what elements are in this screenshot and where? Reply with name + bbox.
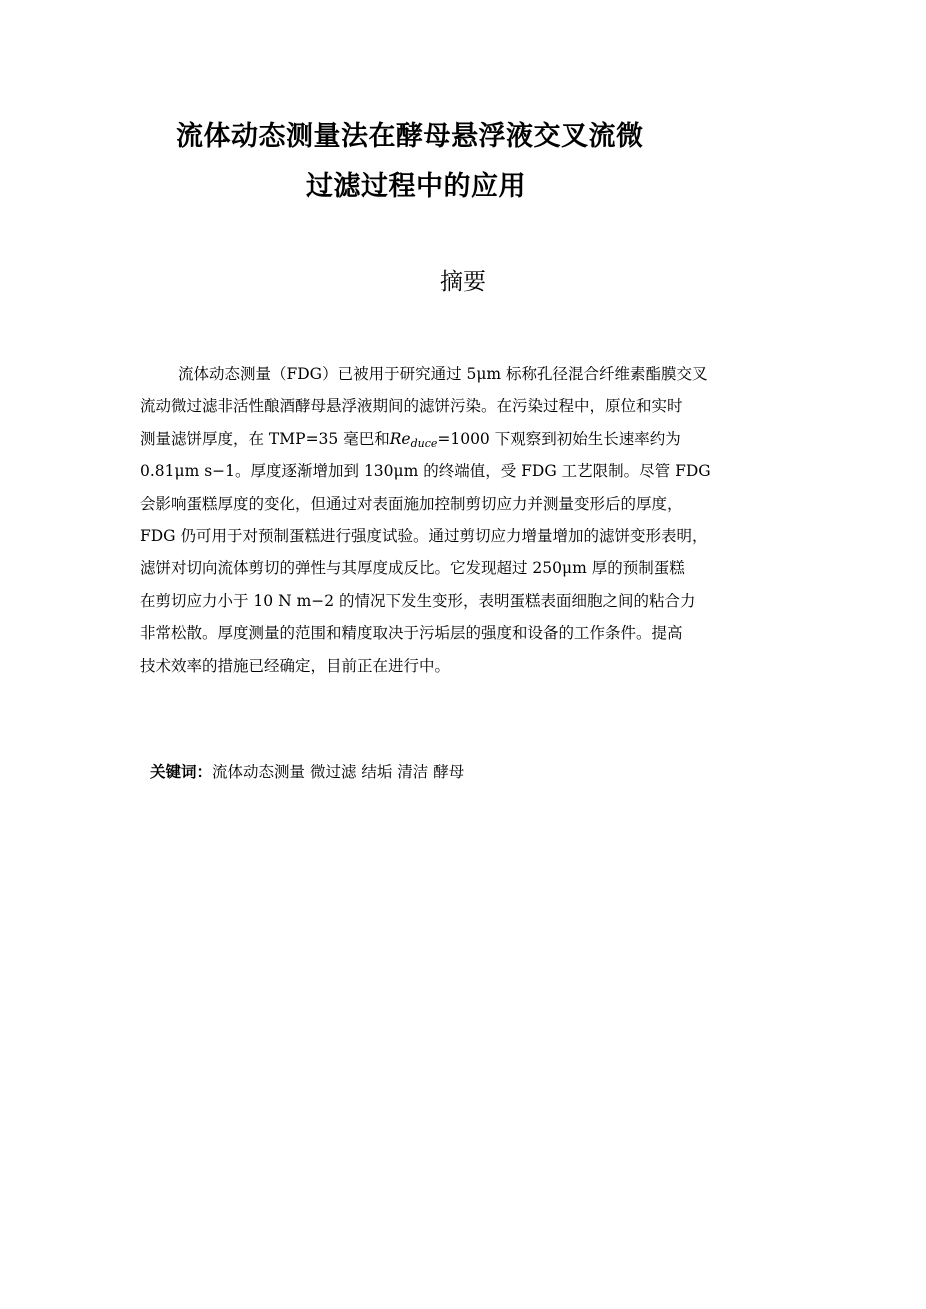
document-title-line-2: 过滤过程中的应用 — [306, 171, 526, 202]
abstract-line-1: 流体动态测量（FDG）已被用于研究通过 5μm 标称孔径混合纤维素酯膜交叉 — [178, 365, 708, 383]
abstract-line-10: 技术效率的措施已经确定，目前正在进行中。 — [140, 656, 451, 675]
abstract-line-5: 会影响蛋糕厚度的变化，但通过对表面施加控制剪切应力并测量变形后的厚度， — [140, 494, 683, 513]
abstract-body — [140, 358, 800, 682]
document-title-line-1: 流体动态测量法在酵母悬浮液交叉流微 — [176, 121, 644, 152]
keywords-line — [150, 756, 464, 788]
reynolds-symbol-base: Re — [389, 429, 411, 448]
reynolds-number-symbol — [390, 430, 438, 448]
abstract-line-3-text-after: =1000 下观察到初始生长速率约为 — [437, 429, 681, 448]
reynolds-symbol-subscript: duce — [410, 436, 438, 450]
abstract-line-3-text-before: 测量滤饼厚度，在 TMP=35 毫巴和 — [140, 429, 390, 448]
abstract-line-9: 非常松散。厚度测量的范围和精度取决于污垢层的强度和设备的工作条件。提高 — [140, 624, 683, 643]
abstract-line-4: 0.81μm s−1。厚度逐渐增加到 130μm 的终端值，受 FDG 工艺限制。尽管 FDG — [140, 462, 711, 481]
keywords-text: 流体动态测量 微过滤 结垢 清洁 酵母 — [212, 763, 465, 781]
keywords-label: 关键词： — [150, 763, 213, 781]
abstract-line-8: 在剪切应力小于 10 N m−2 的情况下发生变形，表明蛋糕表面细胞之间的粘合力 — [140, 591, 696, 610]
abstract-line-2: 流动微过滤非活性酿酒酵母悬浮液期间的滤饼污染。在污染过程中，原位和实时 — [140, 397, 683, 416]
abstract-line-6: FDG 仍可用于对预制蛋糕进行强度试验。通过剪切应力增量增加的滤饼变形表明， — [140, 526, 708, 545]
abstract-line-3 — [140, 423, 800, 455]
abstract-heading: 摘要 — [440, 269, 486, 295]
abstract-line-7: 滤饼对切向流体剪切的弹性与其厚度成反比。它发现超过 250μm 厚的预制蛋糕 — [140, 559, 685, 578]
